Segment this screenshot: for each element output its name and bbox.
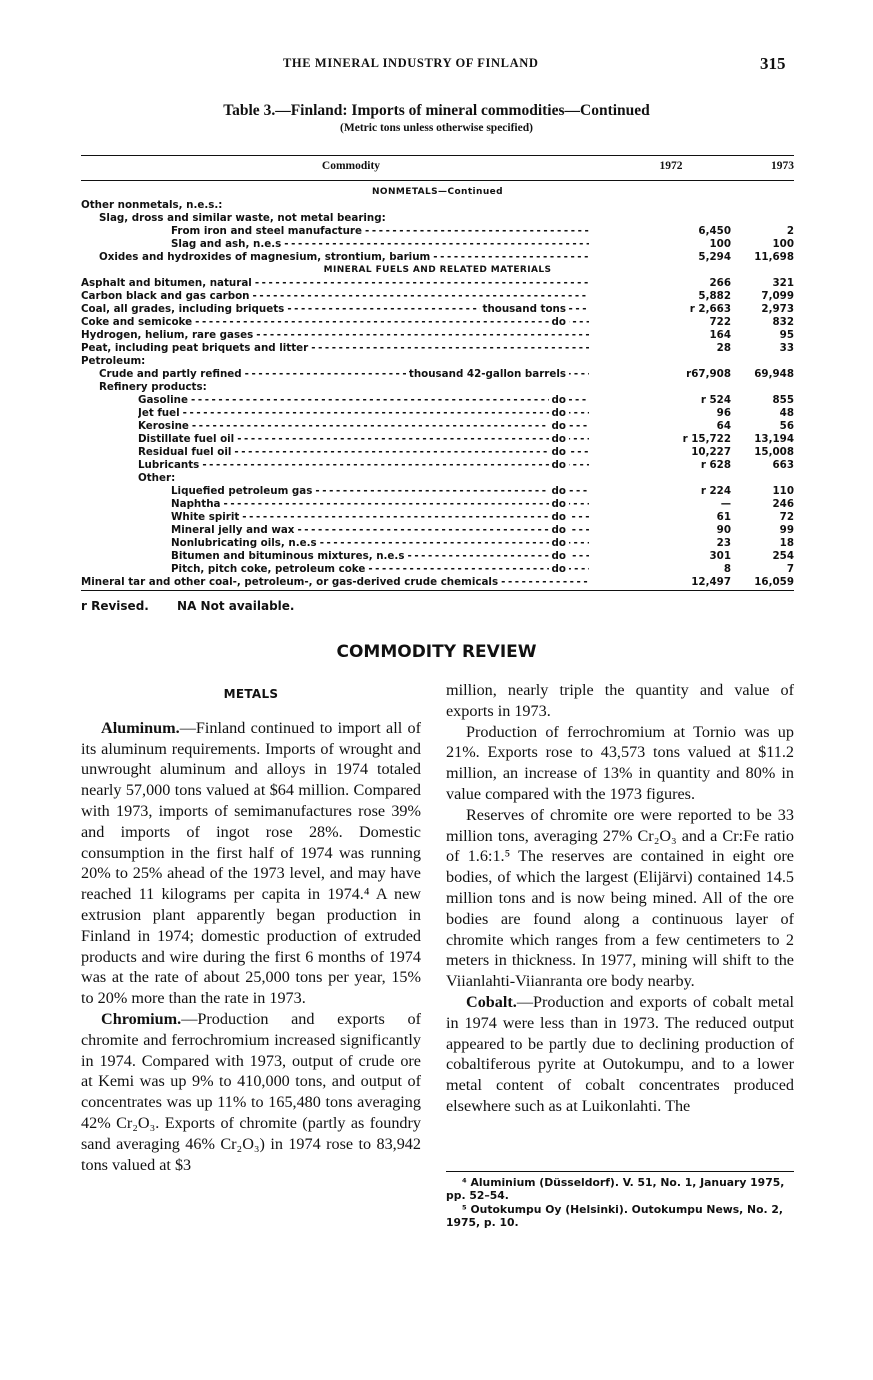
row-label xyxy=(81,277,589,290)
paragraph-text: —Production and exports of chromite and ferrochromium increased significantly in 1974. Compared with 1973, output of crude ore at Kemi was up 9% to 410,000 tons, and output of concentrates was up 11% to 165,480 tons averaging 42% Cr₂O₃. Exports of chromite (partly as foundry sand averaging 46% Cr₂O₃) in 1974 rose to 83,942 tons valued at $3 xyxy=(81,1009,421,1174)
cell-1973: 95 xyxy=(779,329,794,341)
row-label-text: From iron and steel manufacture xyxy=(171,225,365,237)
row-label-text: Lubricants xyxy=(138,459,202,471)
table-row xyxy=(81,355,794,368)
row-label-text: Pitch, pitch coke, petroleum coke xyxy=(171,563,368,575)
row-label-text: Slag, dross and similar waste, not metal bearing: xyxy=(99,212,389,224)
cell-1973: 16,059 xyxy=(754,576,794,588)
row-label xyxy=(81,355,611,368)
cell-1972: 301 xyxy=(709,550,731,562)
table-row xyxy=(81,329,794,342)
cell-1972: 90 xyxy=(716,524,731,536)
row-label-text: Peat, including peat briquets and litter xyxy=(81,342,311,354)
row-label xyxy=(171,537,589,550)
row-label-text: Kerosine xyxy=(138,420,192,432)
row-label-text: Hydrogen, helium, rare gases xyxy=(81,329,256,341)
cell-1972: 266 xyxy=(709,277,731,289)
running-title: THE MINERAL INDUSTRY OF FINLAND xyxy=(283,56,539,70)
cell-1972: r 524 xyxy=(700,394,731,406)
cell-1973: 72 xyxy=(779,511,794,523)
row-label-text: Other: xyxy=(138,472,178,484)
cell-1972: r 2,663 xyxy=(689,303,731,315)
table-row xyxy=(81,290,794,303)
cell-1972: r 628 xyxy=(700,459,731,471)
cell-1973: 110 xyxy=(772,485,794,497)
row-label-text: Jet fuel xyxy=(138,407,183,419)
row-label xyxy=(81,329,589,342)
table-footnotes xyxy=(81,599,318,613)
table-row xyxy=(81,550,794,563)
section-label: NONMETALS—Continued xyxy=(372,187,503,197)
table-row xyxy=(81,407,794,420)
table-row xyxy=(81,225,794,238)
table-row xyxy=(81,485,794,498)
cell-1973: 855 xyxy=(772,394,794,406)
row-label-text: Nonlubricating oils, n.e.s xyxy=(171,537,320,549)
footnote: ⁵ Outokumpu Oy (Helsinki). Outokumpu News, No. 2, 1975, p. 10. xyxy=(446,1203,783,1229)
row-label-text: Oxides and hydroxides of magnesium, strontium, barium xyxy=(99,251,433,263)
row-label-text: Gasoline xyxy=(138,394,191,406)
row-label-text: Mineral jelly and wax xyxy=(171,524,297,536)
row-label-text: Bitumen and bituminous mixtures, n.e.s xyxy=(171,550,407,562)
cell-1973: 2 xyxy=(786,225,794,237)
table-subtitle: (Metric tons unless otherwise specified) xyxy=(340,122,533,134)
cell-1973: 663 xyxy=(772,459,794,471)
cell-1972: 12,497 xyxy=(691,576,731,588)
cell-1972: 64 xyxy=(716,420,731,432)
row-unit: do xyxy=(549,485,569,498)
row-unit: do xyxy=(549,433,569,446)
row-label xyxy=(171,485,589,498)
row-label-text: Residual fuel oil xyxy=(138,446,234,458)
paragraph-reserves: Reserves of chromite ore were reported to be 33 million tons, averaging 27% Cr₂O₃ and a Cr:Fe ratio of 1.6:1.⁵ The reserves are contained in eight ore bodies, of which the largest (Elijärvi) contained 14.5 million tons and is now being mined. All of the ore bodies are found along a continuous layer of chromite which ranges from a few centimeters to 2 meters in thickness. In 1977, mining will shift to the Viianlahti-Viianranta ore body nearby. xyxy=(446,805,794,991)
table-row xyxy=(81,368,794,381)
row-label xyxy=(81,290,589,303)
footnote: ⁴ Aluminium (Düsseldorf). V. 51, No. 1, January 1975, pp. 52–54. xyxy=(446,1176,785,1202)
row-label-text: Coke and semicoke xyxy=(81,316,195,328)
column-header-1973: 1973 xyxy=(771,160,794,172)
metals-heading: METALS xyxy=(223,687,279,701)
page-footnotes xyxy=(446,1171,794,1230)
cell-1972: 8 xyxy=(723,563,731,575)
row-unit: do xyxy=(549,394,569,407)
cell-1972: 100 xyxy=(709,238,731,250)
cell-1973: 7,099 xyxy=(761,290,794,302)
table-row xyxy=(81,576,794,589)
row-label xyxy=(138,420,589,433)
row-label-text: Crude and partly refined xyxy=(99,368,245,380)
paragraph-chromium xyxy=(81,1009,421,1175)
row-unit: do xyxy=(549,537,569,550)
cell-1972: 10,227 xyxy=(691,446,731,458)
run-in-title: Chromium. xyxy=(101,1009,182,1028)
cell-1973: 321 xyxy=(772,277,794,289)
cell-1973: 69,948 xyxy=(754,368,794,380)
table-row xyxy=(81,498,794,511)
row-unit: thousand 42-gallon barrels xyxy=(406,368,569,381)
cell-1972: 5,882 xyxy=(698,290,731,302)
cell-1973: 99 xyxy=(779,524,794,536)
row-label-text: Asphalt and bitumen, natural xyxy=(81,277,255,289)
row-unit: do xyxy=(549,316,569,329)
row-label xyxy=(171,524,589,537)
table-row xyxy=(81,446,794,459)
row-unit: do xyxy=(549,550,569,563)
row-unit: do xyxy=(549,563,569,576)
cell-1972: 23 xyxy=(716,537,731,549)
table-row xyxy=(81,420,794,433)
row-unit: do xyxy=(549,420,569,433)
cell-1973: 246 xyxy=(772,498,794,510)
table-row xyxy=(81,251,794,264)
section-heading: COMMODITY REVIEW xyxy=(336,642,537,662)
table-row xyxy=(81,433,794,446)
paragraph-cobalt xyxy=(446,992,794,1117)
cell-1972: 61 xyxy=(716,511,731,523)
table-row xyxy=(81,316,794,329)
row-label-text: Petroleum: xyxy=(81,355,148,367)
row-label xyxy=(138,472,611,485)
cell-1973: 13,194 xyxy=(754,433,794,445)
row-label-text: Carbon black and gas carbon xyxy=(81,290,253,302)
cell-1973: 7 xyxy=(786,563,794,575)
row-label-text: Mineral tar and other coal-, petroleum-, or gas-derived crude chemicals xyxy=(81,576,501,588)
row-unit: do xyxy=(549,498,569,511)
row-label xyxy=(99,212,611,225)
row-label xyxy=(81,576,589,589)
row-label xyxy=(138,459,589,472)
cell-1973: 100 xyxy=(772,238,794,250)
row-label-text: Naphtha xyxy=(171,498,223,510)
table-top-rule xyxy=(81,155,794,156)
paragraph-text: —Finland continued to import all of its aluminum requirements. Imports of wrought and unwrought aluminum and alloys in 1974 totaled nearly 57,000 tons valued at $64 million. Compared with 1973, imports of semimanufactures rose 39% and imports of ingot rose 28%. Domestic consumption in the first half of 1974 was running 20% to 25% ahead of the 1973 level, and may have reached 11 kilograms per capita in 1974.⁴ A new extrusion plant apparently began production in Finland in 1974; domestic production of extruded products and wire during the first 6 months of 1974 was at the rate of about 25,000 tons per year, 15% to 20% more than the rate in 1973. xyxy=(81,718,421,1008)
table-row xyxy=(81,199,794,212)
table-row xyxy=(81,472,794,485)
table-footnote: NA Not available. xyxy=(177,599,295,613)
row-label-text: Other nonmetals, n.e.s.: xyxy=(81,199,225,211)
row-label xyxy=(99,381,611,394)
running-head xyxy=(0,54,873,76)
table-row xyxy=(81,212,794,225)
table-footnote: r Revised. xyxy=(81,599,149,613)
table-row xyxy=(81,342,794,355)
cell-1972: r67,908 xyxy=(686,368,731,380)
cell-1972: r 224 xyxy=(700,485,731,497)
cell-1972: r 15,722 xyxy=(682,433,731,445)
row-label-text: Distillate fuel oil xyxy=(138,433,237,445)
table-header-rule xyxy=(81,180,794,181)
table-body xyxy=(81,186,794,589)
row-label xyxy=(138,407,589,420)
row-label xyxy=(171,563,589,576)
table-row xyxy=(81,394,794,407)
run-in-title: Aluminum. xyxy=(101,718,180,737)
row-unit: thousand tons xyxy=(480,303,569,316)
cell-1972: 28 xyxy=(716,342,731,354)
row-unit: do xyxy=(549,524,569,537)
row-label xyxy=(81,316,589,329)
text-column-left xyxy=(81,680,421,1175)
row-label xyxy=(171,238,589,251)
cell-1972: 5,294 xyxy=(698,251,731,263)
row-label-text: Coal, all grades, including briquets xyxy=(81,303,287,315)
row-label xyxy=(171,550,589,563)
table-bottom-rule xyxy=(81,590,794,591)
cell-1973: 15,008 xyxy=(754,446,794,458)
text-column-right xyxy=(446,680,794,1117)
row-unit: do xyxy=(549,511,569,524)
cell-1973: 832 xyxy=(772,316,794,328)
row-unit: do xyxy=(549,459,569,472)
table-row xyxy=(81,563,794,576)
table-row xyxy=(81,524,794,537)
row-label xyxy=(138,433,589,446)
row-label-text: Slag and ash, n.e.s xyxy=(171,238,284,250)
row-label-text: Liquefied petroleum gas xyxy=(171,485,315,497)
cell-1972: 722 xyxy=(709,316,731,328)
cell-1972: 96 xyxy=(716,407,731,419)
paragraph-text: —Production and exports of cobalt metal in 1974 were less than in 1973. The reduced output appeared to be partly due to declining production of cobaltiferous pyrite at Outokumpu, and to a lower metal content of cobalt concentrates produced elsewhere such as at Luikonlahti. The xyxy=(446,992,794,1115)
cell-1973: 254 xyxy=(772,550,794,562)
paragraph-aluminum xyxy=(81,718,421,1009)
cell-1973: 48 xyxy=(779,407,794,419)
run-in-title: Cobalt. xyxy=(466,992,517,1011)
table-row xyxy=(81,459,794,472)
paragraph-chromium-continued: million, nearly triple the quantity and value of exports in 1973. xyxy=(446,681,794,720)
cell-1973: 56 xyxy=(779,420,794,432)
table-section-heading xyxy=(81,186,794,199)
row-label xyxy=(171,498,589,511)
column-header-1972: 1972 xyxy=(659,160,683,172)
row-unit: do xyxy=(549,407,569,420)
paragraph-ferrochromium: Production of ferrochromium at Tornio was up 21%. Exports rose to 43,573 tons valued at $11.2 million, an increase of 13% in quantity and 80% in value compared with the 1973 figures. xyxy=(446,722,794,803)
row-label-text: Refinery products: xyxy=(99,381,210,393)
cell-1973: 18 xyxy=(779,537,794,549)
table-row xyxy=(81,303,794,316)
section-label: MINERAL FUELS AND RELATED MATERIALS xyxy=(323,265,552,275)
cell-1972: — xyxy=(720,498,731,510)
table-row xyxy=(81,511,794,524)
table-section-heading xyxy=(81,264,794,277)
row-label xyxy=(99,251,589,264)
cell-1973: 11,698 xyxy=(754,251,794,263)
row-label xyxy=(81,342,589,355)
table-row xyxy=(81,238,794,251)
table-row xyxy=(81,537,794,550)
column-header-commodity: Commodity xyxy=(321,160,381,172)
row-label xyxy=(81,199,611,212)
row-label xyxy=(171,225,589,238)
row-label xyxy=(138,394,589,407)
row-label xyxy=(171,511,589,524)
page-number: 315 xyxy=(760,54,786,73)
table-row xyxy=(81,381,794,394)
table-row xyxy=(81,277,794,290)
row-label-text: White spirit xyxy=(171,511,242,523)
row-label xyxy=(138,446,589,459)
cell-1973: 33 xyxy=(779,342,794,354)
row-unit: do xyxy=(549,446,569,459)
cell-1973: 2,973 xyxy=(761,303,794,315)
cell-1972: 164 xyxy=(709,329,731,341)
cell-1972: 6,450 xyxy=(698,225,731,237)
table-title: Table 3.—Finland: Imports of mineral commodities—Continued xyxy=(223,102,650,119)
